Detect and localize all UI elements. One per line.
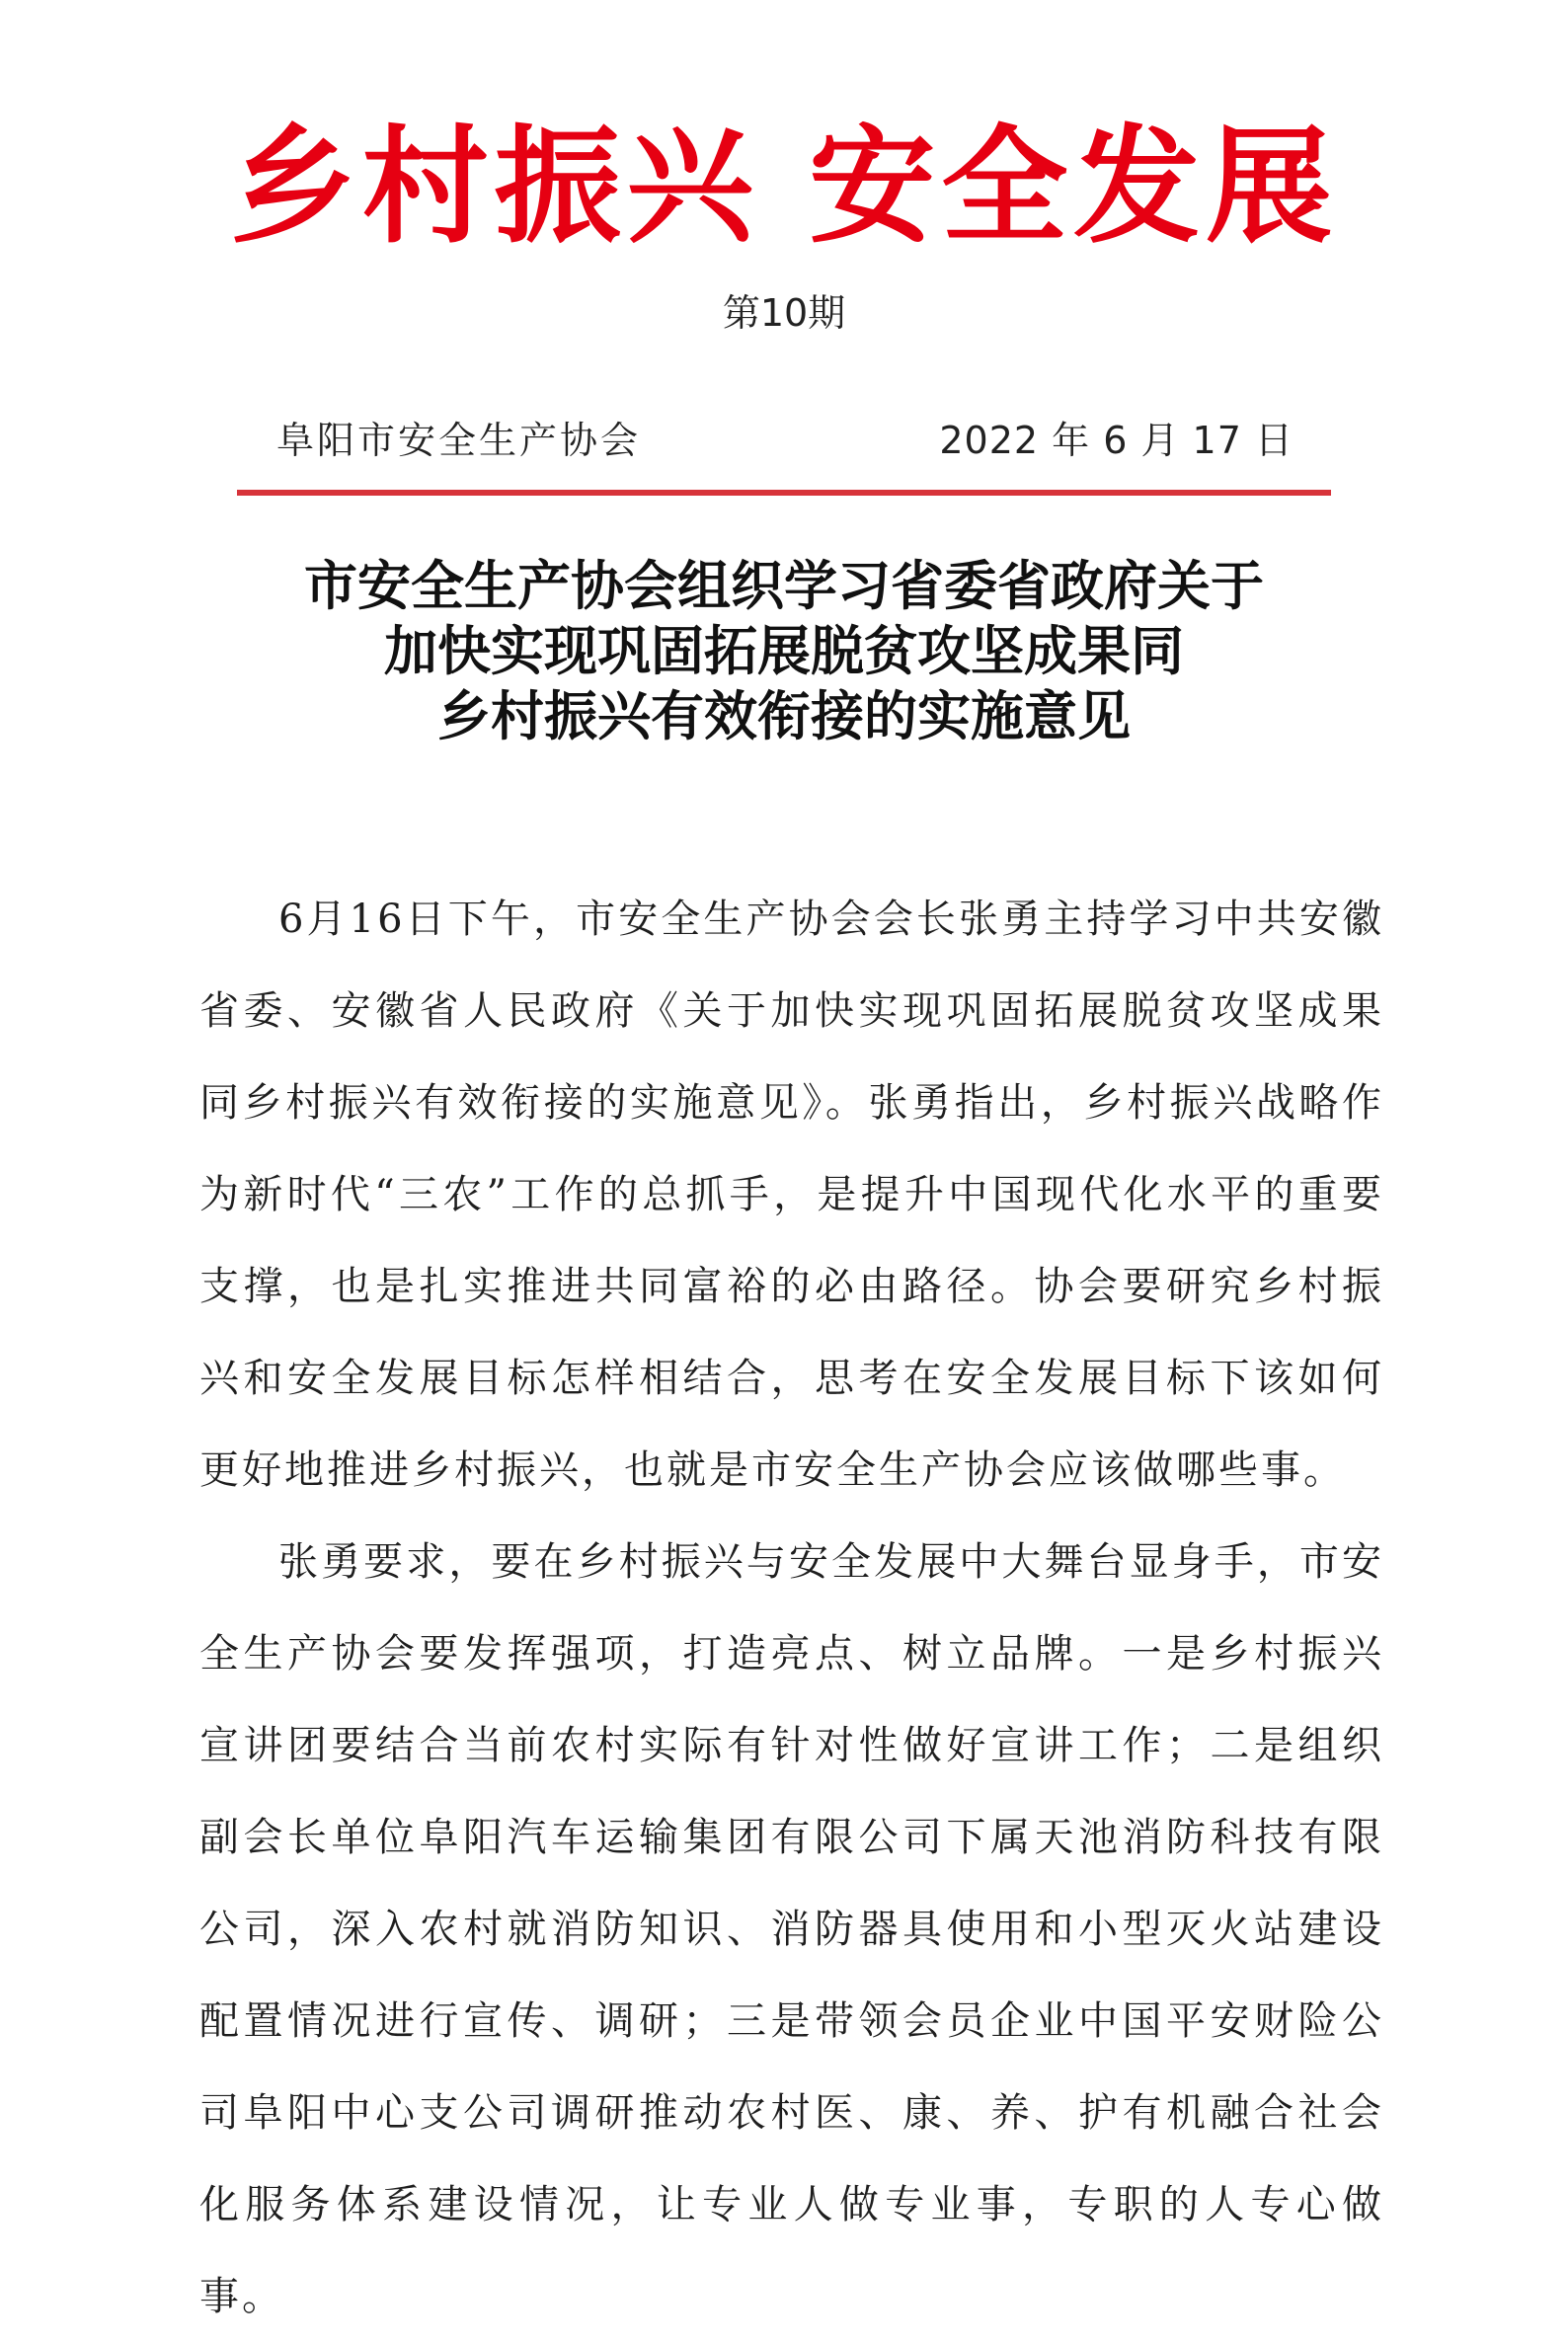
body-paragraph: 6月16日下午，市安全生产协会会长张勇主持学习中共安徽省委、安徽省人民政府《关于加快实现巩固拓展脱贫攻坚成果同乡村振兴有效衔接的实施意见》。张勇指出，乡村振兴战略作为新时代“三农”工作的总抓手，是提升中国现代化水平的重要支撑，也是扎实推进共同富裕的必由路径。协会要研究乡村振兴和安全发展目标怎样相结合，思考在安全发展目标下该如何更好地推进乡村振兴，也就是市安全生产协会应该做哪些事。 xyxy=(199,897,1384,1493)
publisher-name: 阜阳市安全生产协会 xyxy=(276,419,642,462)
article-title-line: 市安全生产协会组织学习省委省政府关于 xyxy=(304,554,1264,617)
meta-row xyxy=(276,413,1294,468)
masthead-title: 乡村振兴 安全发展 xyxy=(229,114,1339,261)
body-paragraph: 张勇要求，要在乡村振兴与安全发展中大舞台显身手，市安全生产协会要发挥强项，打造亮点、树立品牌。一是乡村振兴宣讲团要结合当前农村实际有针对性做好宣讲工作；二是组织副会长单位阜阳汽车运输集团有限公司下属天池消防科技有限公司，深入农村就消防知识、消防器具使用和小型灭火站建设配置情况进行宣传、调研；三是带领会员企业中国平安财险公司阜阳中心支公司调研推动农村医、康、养、护有机融合社会化服务体系建设情况，让专业人做专业事，专职的人专心做事。 xyxy=(199,1539,1384,2319)
article-title-line: 加快实现巩固拓展脱贫攻坚成果同 xyxy=(384,619,1184,682)
article-title xyxy=(0,553,1568,748)
article-title-line: 乡村振兴有效衔接的实施意见 xyxy=(437,684,1131,747)
publish-date: 2022 年 6 月 17 日 xyxy=(939,419,1294,462)
issue-number: 第10期 xyxy=(722,291,846,335)
header-divider xyxy=(237,490,1331,496)
article-body xyxy=(199,874,1384,2343)
